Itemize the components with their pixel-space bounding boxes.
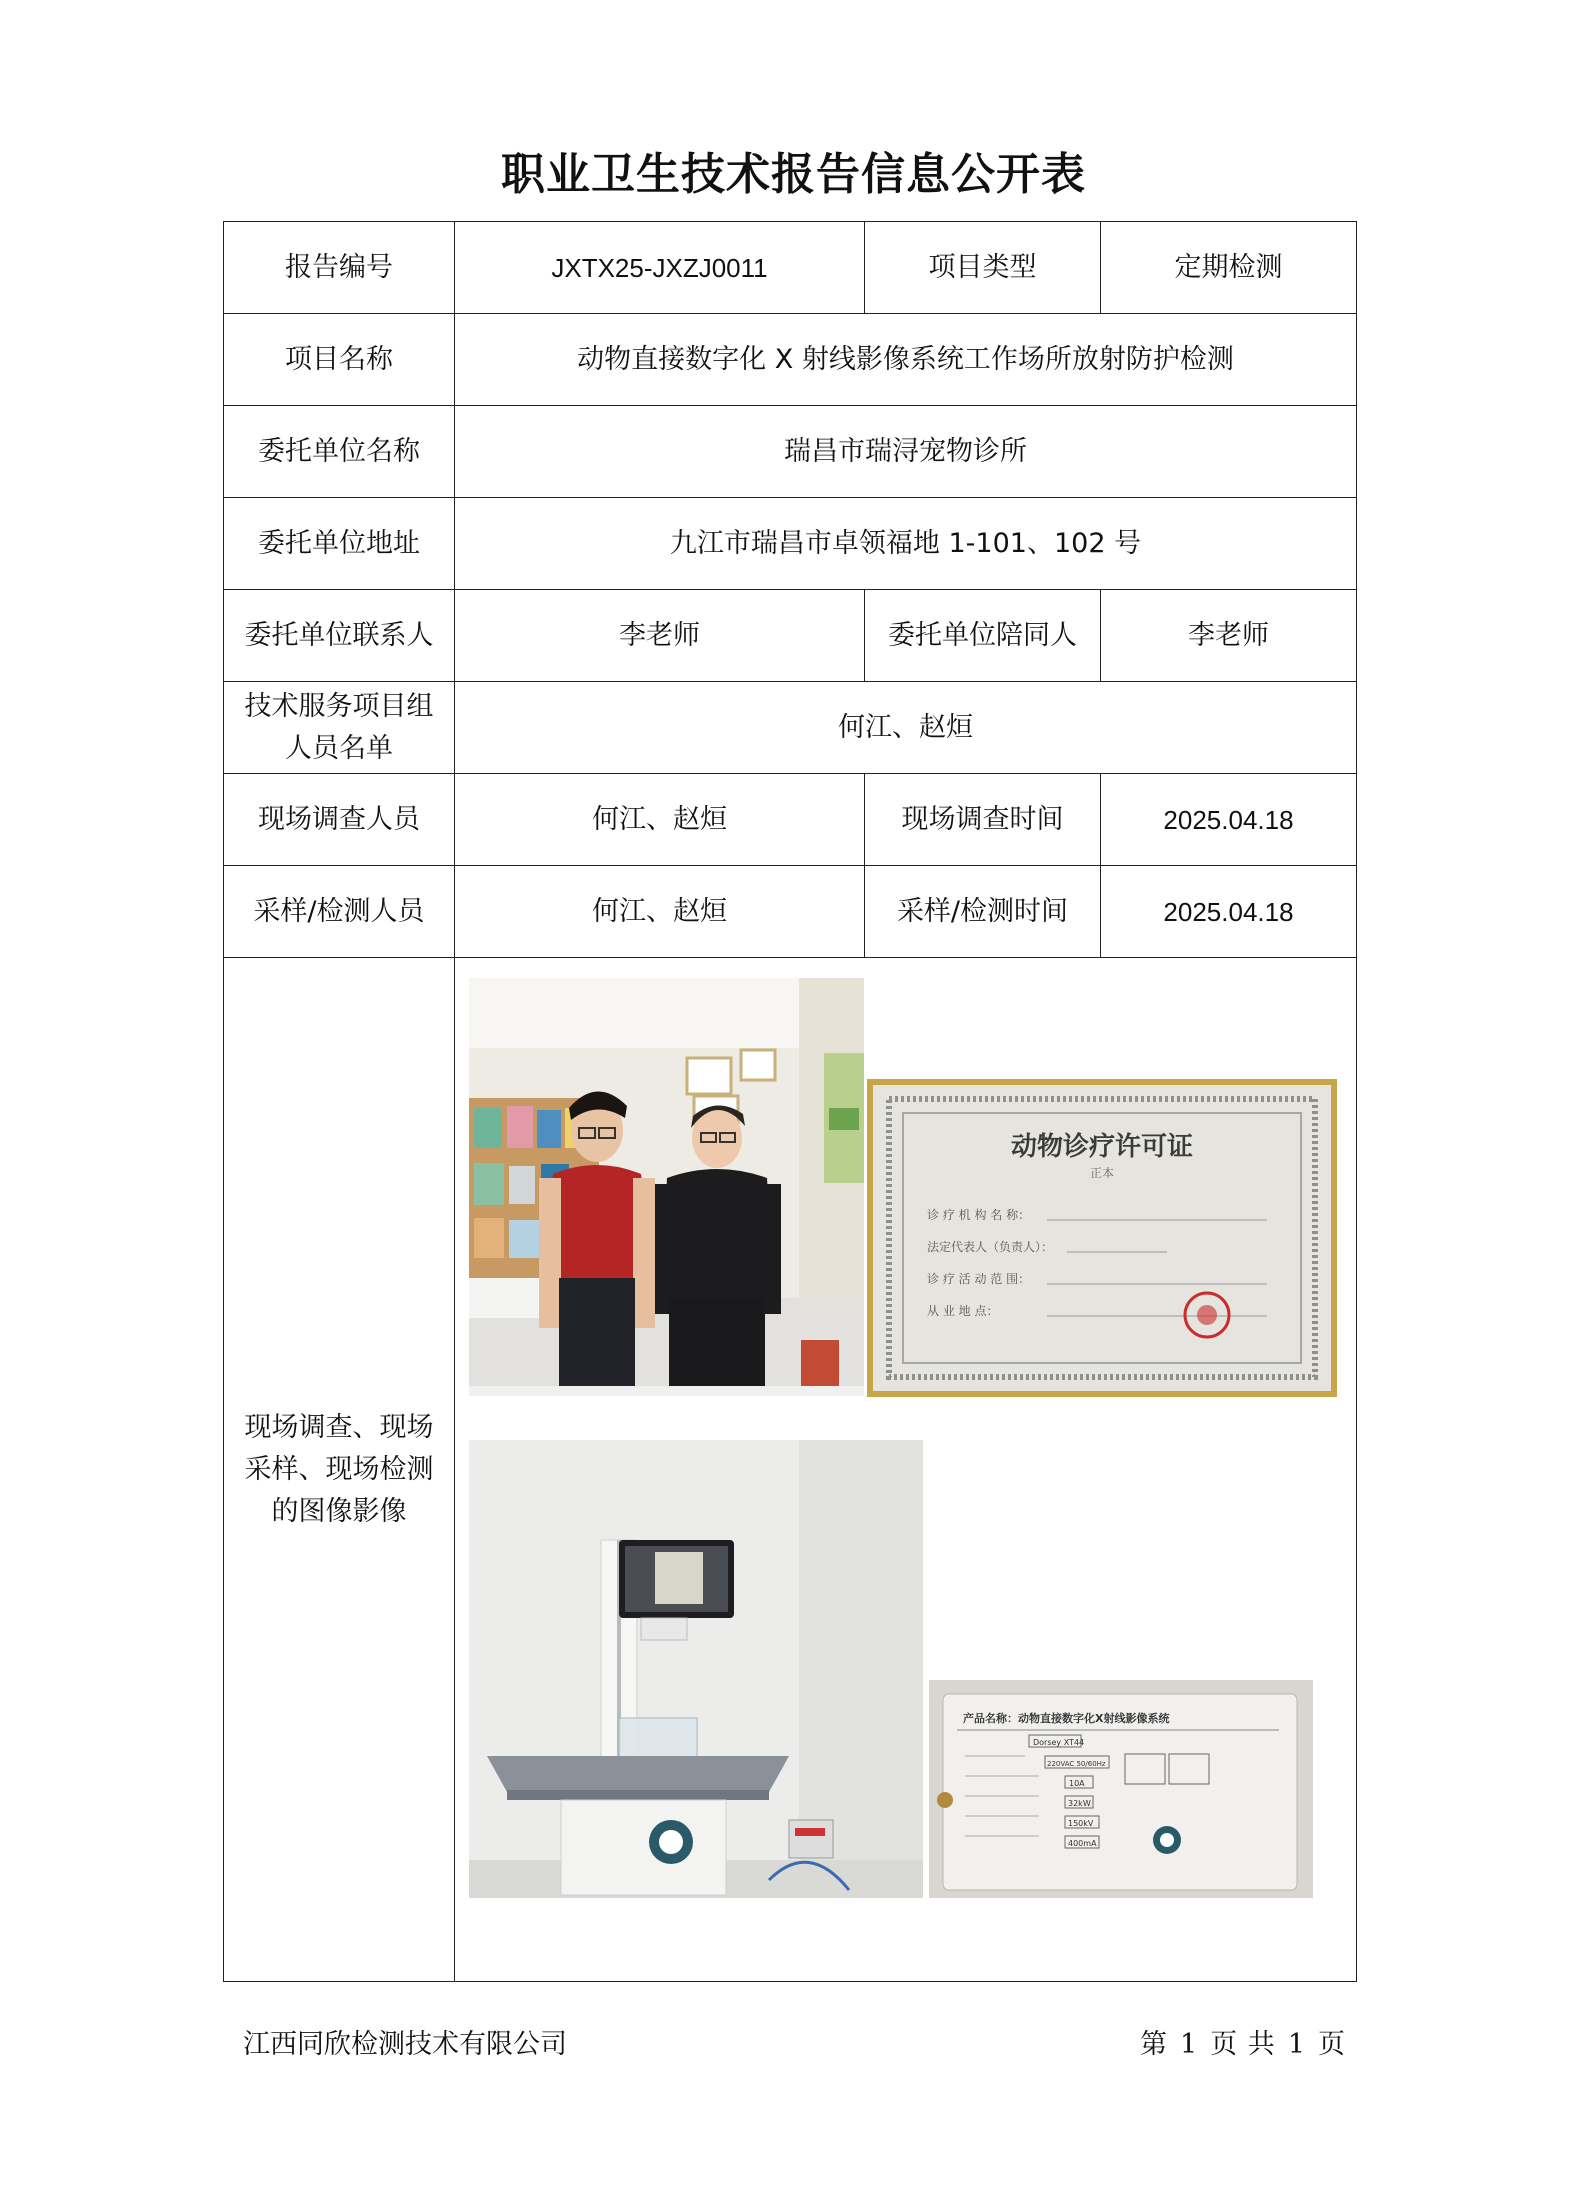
project-name-value: 动物直接数字化 X 射线影像系统工作场所放射防护检测 <box>455 314 1357 406</box>
client-escort-value: 李老师 <box>1101 590 1357 682</box>
page-total: 1 <box>1287 2029 1306 2060</box>
sampling-staff-value: 何江、赵烜 <box>455 866 865 958</box>
nameplate-image <box>929 1680 1313 1898</box>
page-current: 1 <box>1180 2029 1199 2060</box>
certificate-field-3: 诊 疗 活 动 范 围： <box>927 1272 1031 1286</box>
page-suffix: 页 <box>1318 2029 1346 2060</box>
info-table <box>223 221 1357 1982</box>
table-row <box>224 406 1357 498</box>
team-value: 何江、赵烜 <box>455 682 1357 774</box>
page-title: 职业卫生技术报告信息公开表 <box>501 149 1086 200</box>
sampling-time-value: 2025.04.18 <box>1101 866 1357 958</box>
report-no-label: 报告编号 <box>224 222 455 314</box>
page-mid: 页 共 <box>1210 2029 1276 2060</box>
project-type-value: 定期检测 <box>1101 222 1357 314</box>
images-label <box>224 958 455 1982</box>
images-label-line2: 采样、现场检测 <box>244 1453 434 1485</box>
nameplate-product-name: 产品名称：动物直接数字化X射线影像系统 <box>963 1712 1170 1725</box>
client-contact-label: 委托单位联系人 <box>224 590 455 682</box>
table-row <box>224 590 1357 682</box>
images-label-line1: 现场调查、现场 <box>244 1411 434 1443</box>
team-label-line1: 技术服务项目组 <box>244 690 434 722</box>
nameplate-value-3: 32kW <box>1068 1799 1091 1808</box>
footer-page-number <box>1134 2022 1352 2061</box>
certificate-subtitle: 正本 <box>1089 1166 1115 1180</box>
survey-staff-label: 现场调查人员 <box>224 774 455 866</box>
client-address-label: 委托单位地址 <box>224 498 455 590</box>
client-name-value: 瑞昌市瑞浔宠物诊所 <box>455 406 1357 498</box>
client-name-label: 委托单位名称 <box>224 406 455 498</box>
team-label <box>224 682 455 774</box>
staff-photo-image <box>469 978 864 1396</box>
photo-nameplate <box>929 1680 1313 1898</box>
nameplate-model: Dorsey XT44 <box>1033 1738 1085 1747</box>
sampling-time-label: 采样/检测时间 <box>865 866 1101 958</box>
nameplate-value-4: 150kV <box>1068 1819 1094 1828</box>
table-row <box>224 866 1357 958</box>
team-label-line2: 人员名单 <box>285 732 393 764</box>
certificate-field-1: 诊 疗 机 构 名 称： <box>927 1208 1031 1222</box>
certificate-field-2: 法定代表人（负责人）： <box>927 1240 1054 1254</box>
project-type-label: 项目类型 <box>865 222 1101 314</box>
table-row <box>224 314 1357 406</box>
images-label-line3: 的图像影像 <box>271 1495 407 1527</box>
survey-time-value: 2025.04.18 <box>1101 774 1357 866</box>
certificate-image <box>867 1079 1337 1397</box>
survey-time-label: 现场调查时间 <box>865 774 1101 866</box>
table-row <box>224 958 1357 1982</box>
nameplate-value-1: 220VAC 50/60Hz <box>1047 1760 1106 1768</box>
table-row <box>224 682 1357 774</box>
survey-staff-value: 何江、赵烜 <box>455 774 865 866</box>
report-no-value: JXTX25-JXZJ0011 <box>455 222 865 314</box>
nameplate-value-2: 10A <box>1069 1779 1085 1788</box>
certificate-field-4: 从 业 地 点： <box>927 1304 999 1318</box>
photo-certificate <box>867 1079 1337 1397</box>
client-contact-value: 李老师 <box>455 590 865 682</box>
table-row <box>224 222 1357 314</box>
xray-equipment-image <box>469 1440 923 1898</box>
photo-staff-at-clinic <box>469 978 864 1396</box>
client-escort-label: 委托单位陪同人 <box>865 590 1101 682</box>
client-address-value: 九江市瑞昌市卓领福地 1-101、102 号 <box>455 498 1357 590</box>
project-name-label: 项目名称 <box>224 314 455 406</box>
certificate-title: 动物诊疗许可证 <box>1010 1132 1194 1162</box>
nameplate-value-5: 400mA <box>1068 1839 1097 1848</box>
images-cell <box>455 958 1357 1982</box>
page-prefix: 第 <box>1140 2029 1169 2060</box>
table-row <box>224 498 1357 590</box>
photo-xray-equipment <box>469 1440 923 1898</box>
table-row <box>224 774 1357 866</box>
footer-company: 江西同欣检测技术有限公司 <box>243 2029 567 2060</box>
sampling-staff-label: 采样/检测人员 <box>224 866 455 958</box>
